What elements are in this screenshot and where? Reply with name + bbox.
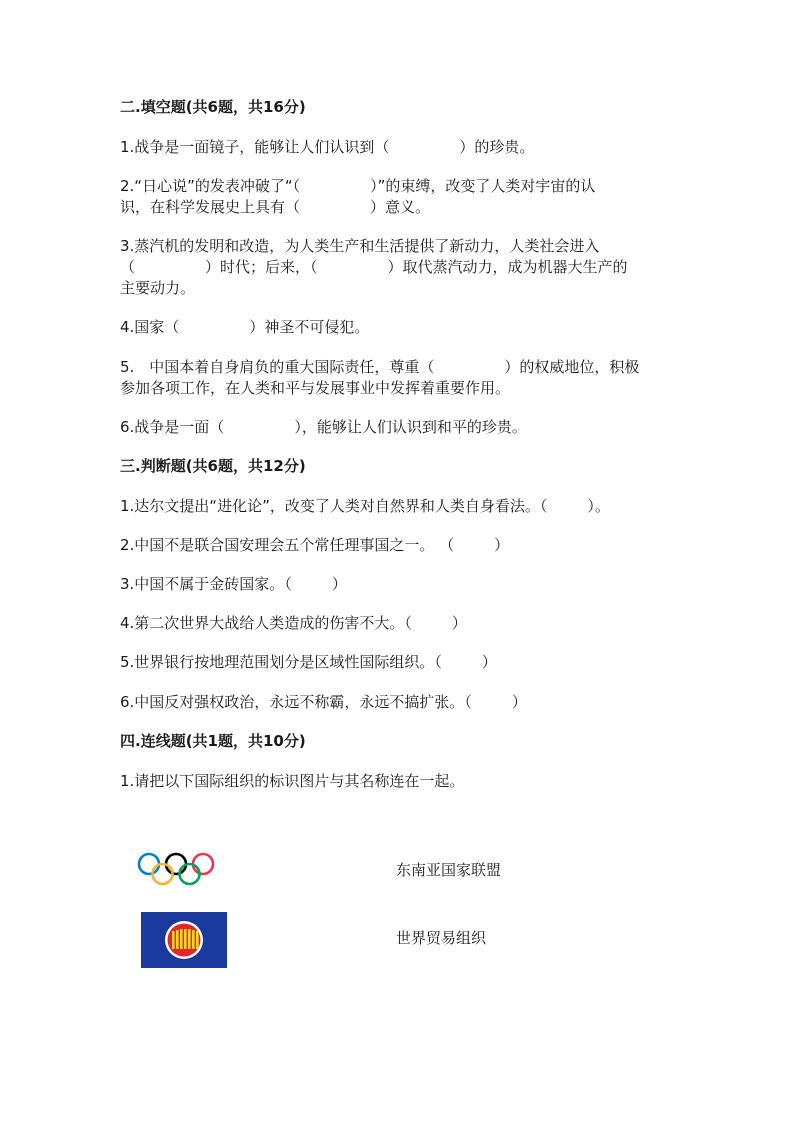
fill-question-2-line-2 (120, 196, 680, 218)
judge-q5-close: ） (481, 653, 497, 671)
judge-q6-text: 6.中国反对强权政治，永远不称霸，永远不搞扩张。（ (120, 693, 472, 711)
q3-part-c: ）时代；后来，（ (205, 258, 318, 276)
olympic-ring-red (193, 854, 213, 874)
fill-question-5-line-1 (120, 356, 680, 378)
fill-question-3-line-2 (120, 256, 680, 278)
judge-question-2 (120, 534, 680, 556)
olympic-ring-blue (139, 854, 159, 874)
fill-question-3-line-1: 3.蒸汽机的发明和改造，为人类生产和生活提供了新动力，人类社会进入 (120, 237, 600, 255)
q2-part-c: 识，在科学发展史上具有（ (120, 198, 301, 216)
q1-part-a: 1.战争是一面镜子，能够让人们认识到（ (120, 138, 390, 156)
judge-question-1 (120, 495, 680, 517)
q2-part-d: ）意义。 (370, 198, 431, 216)
asean-flag-logo[interactable] (141, 912, 227, 968)
judge-q1-text: 1.达尔文提出“进化论”，改变了人类对自然界和人类自身看法。（ (120, 497, 548, 515)
section-heading-fill: 二.填空题(共6题，共16分) (120, 98, 306, 116)
fill-question-1 (120, 136, 680, 158)
q3-part-b: （ (120, 258, 136, 276)
q5-part-a: 5. 中国本着自身肩负的重大国际责任，尊重（ (120, 358, 435, 376)
match-question-1: 1.请把以下国际组织的标识图片与其名称连在一起。 (120, 772, 465, 790)
q6-part-a: 6.战争是一面（ (120, 418, 225, 436)
q2-part-a: 2.“日心说”的发表冲破了“（ (120, 177, 301, 195)
judge-q6-close: ） (511, 693, 527, 711)
section-heading-judge: 三.判断题(共6题，共12分) (120, 457, 306, 475)
q4-part-a: 4.国家（ (120, 318, 180, 336)
fill-question-4 (120, 316, 680, 338)
judge-q3-text: 3.中国不属于金砖国家。（ (120, 575, 292, 593)
q2-part-b: ）”的束缚，改变了人类对宇宙的认 (370, 177, 596, 195)
q6-part-b: ），能够让人们认识到和平的珍贵。 (294, 418, 527, 436)
q5-part-b: ）的权威地位，积极 (504, 358, 640, 376)
judge-q4-text: 4.第二次世界大战给人类造成的伤害不大。（ (120, 614, 412, 632)
judge-question-4 (120, 612, 680, 634)
q4-part-b: ）神圣不可侵犯。 (249, 318, 370, 336)
org-name-wto[interactable]: 世界贸易组织 (396, 929, 487, 947)
judge-q2-text: 2.中国不是联合国安理会五个常任理事国之一。 （ (120, 536, 455, 554)
olympic-ring-yellow (153, 864, 173, 884)
q3-part-d: ）取代蒸汽动力，成为机器大生产的 (387, 258, 628, 276)
org-name-asean[interactable]: 东南亚国家联盟 (396, 861, 502, 879)
section-heading-match: 四.连线题(共1题，共10分) (120, 732, 306, 750)
fill-question-2-line-1 (120, 175, 680, 197)
olympic-ring-green (180, 864, 200, 884)
judge-q3-close: ） (331, 575, 347, 593)
judge-q2-close: ） (494, 536, 510, 554)
fill-question-5-line-2: 参加各项工作，在人类和平与发展事业中发挥着重要作用。 (120, 379, 511, 397)
judge-q1-close: ）。 (587, 497, 610, 515)
q1-part-b: ）的珍贵。 (459, 138, 535, 156)
judge-q4-close: ） (451, 614, 467, 632)
olympic-rings-logo[interactable] (137, 852, 217, 888)
judge-question-5 (120, 651, 680, 673)
judge-question-3 (120, 573, 680, 595)
judge-q5-text: 5.世界银行按地理范围划分是区域性国际组织。（ (120, 653, 442, 671)
olympic-ring-black (166, 854, 186, 874)
judge-question-6 (120, 691, 680, 713)
fill-question-3-line-3: 主要动力。 (120, 279, 196, 297)
fill-question-6 (120, 416, 680, 438)
